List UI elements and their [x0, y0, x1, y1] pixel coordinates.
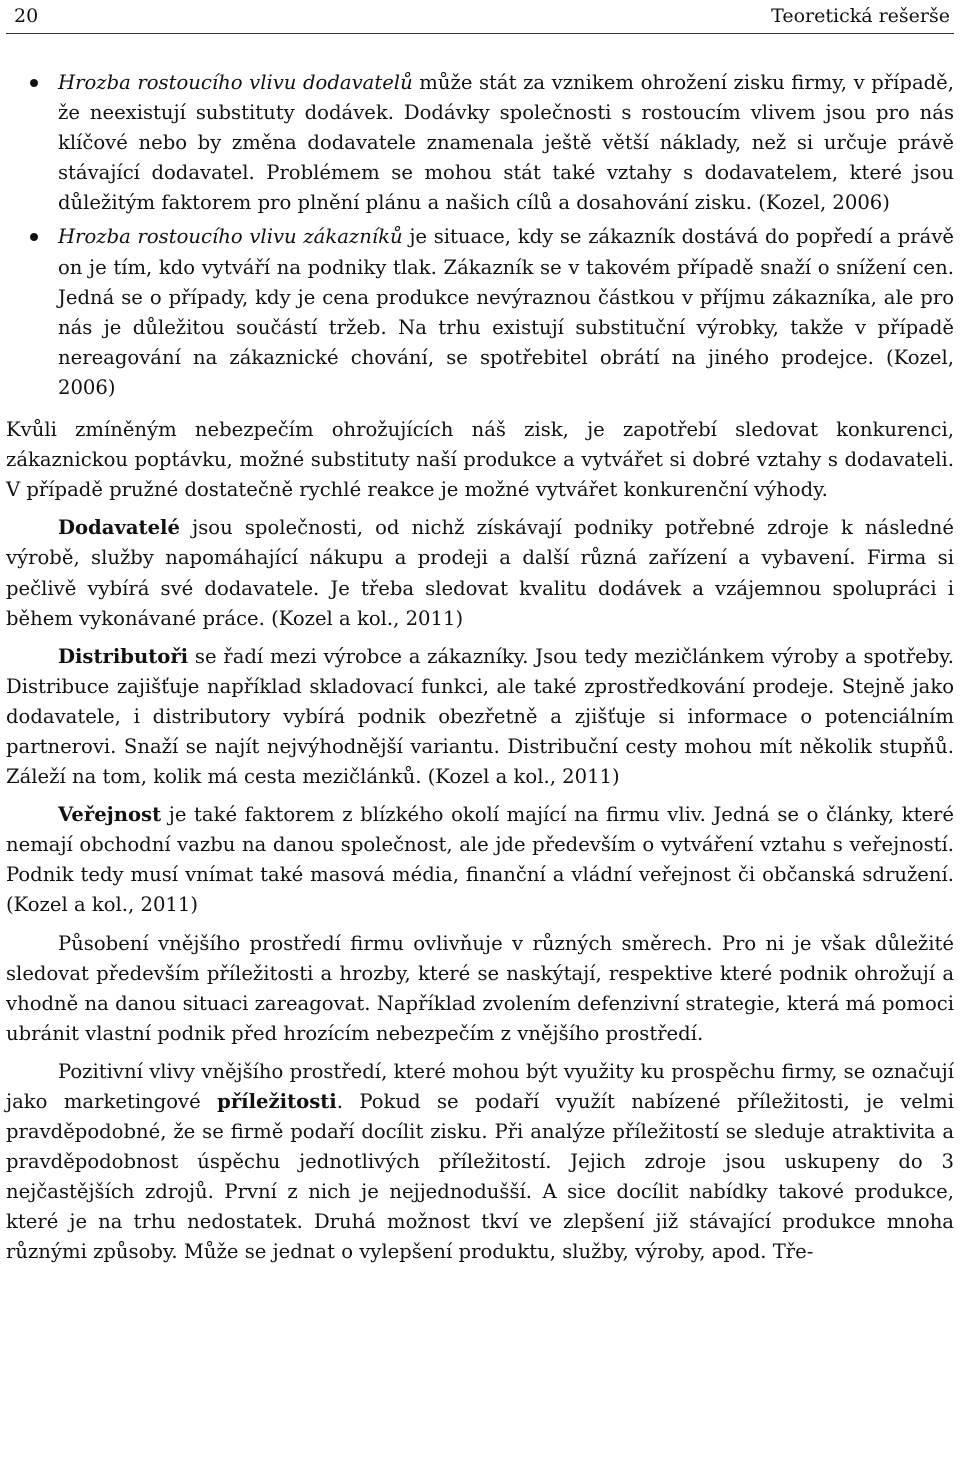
paragraph-distributors — [6, 642, 954, 792]
bullet-item-customers-threat — [6, 222, 954, 403]
paragraph-suppliers — [6, 513, 954, 633]
paragraph-text: Pozitivní vlivy vnějšího prostředí, které mohou být využity ku prospěchu firmy, se označují jako marketingové — [6, 1059, 954, 1113]
paragraph-opportunities — [6, 1057, 954, 1268]
bullet-term: Hrozba rostoucího vlivu zákazníků — [58, 225, 403, 249]
page-number: 20 — [14, 5, 39, 27]
paragraph-competition: Kvůli zmíněným nebezpečím ohrožujících náš zisk, je zapotřebí sledovat konkurenci, zákaznickou poptávku, možné substituty naší produkce a vytvářet si dobré vztahy s dodavateli. V případě pružné dostatečně rychlé reakce je možné vytvářet konkurenční výhody. — [6, 418, 954, 502]
running-title: Teoretická rešerše — [771, 5, 950, 27]
paragraph-text: . Pokud se podaří využít nabízené příležitosti, je velmi pravděpodobné, že se firmě podaří docílit zisku. Při analýze příležitostí se sleduje atraktivita a pravděpodobnost úspěchu jednotlivých příležitostí. Jejich zdroje jsou uskupeny do 3 nejčastějších zdrojů. První z nich je nejjednodušší. A sice docílit nabídky takové produkce, které je na trhu nedostatek. Druhá možnost tkví ve zlepšení již stávající produkce mnoha různými způsoby. Může se jednat o vylepšení produktu, služby, výroby, apod. Tře- — [6, 1090, 954, 1264]
paragraph-public — [6, 800, 954, 920]
paragraph-text: je také faktorem z blízkého okolí mající na firmu vliv. Jedná se o články, které nemají obchodní vazbu na danou společnost, ale jde především o vytváření vztahu s veřejností. Podnik tedy musí vnímat také masová média, finanční a vládní veřejnost či občanská sdružení. (Kozel a kol., 2011) — [6, 803, 954, 917]
bullet-list — [6, 68, 954, 403]
bullet-text: může stát za vznikem ohrožení zisku firmy, v případě, že neexistují substituty dodávek. Dodávky společnosti s rostoucím vlivem jsou pro nás klíčové nebo by změna dodavatele znamenala ještě větší náklady, než si určuje právě stávající dodavatel. Problémem se mohou stát také vztahy s dodavatelem, které jsou důležitým faktorem pro plnění plánu a našich cílů a dosahování zisku. (Kozel, 2006) — [58, 71, 955, 215]
term-opportunities: příležitosti — [217, 1090, 337, 1113]
page-header — [6, 0, 954, 34]
bullet-text: je situace, kdy se zákazník dostává do popředí a právě on je tím, kdo vytváří na podniky tlak. Zákazník se v takovém případě snaží o snížení cen. Jedná se o případy, kdy je cena produkce nevýraznou částkou v příjmu zákazníka, ale pro nás je důležitou součástí tržeb. Na trhu existují substituční výrobky, takže v případě nereagování na zákaznické chování, se spotřebitel obrátí na jiného prodejce. (Kozel, 2006) — [58, 225, 955, 399]
term-suppliers: Dodavatelé — [58, 516, 180, 540]
paragraph-external-environment: Působení vnějšího prostředí firmu ovlivňuje v různých směrech. Pro ni je však důležité sledovat především příležitosti a hrozby, které se naskýtají, respektive které podnik ohrožují a vhodně na danou situaci zareagovat. Například zvolením defenzivní strategie, která má pomoci ubránit vlastní podnik před hrozícím nebezpečím z vnějšího prostředí. — [6, 931, 954, 1045]
bullet-icon — [30, 233, 38, 241]
bullet-icon — [30, 79, 38, 87]
paragraph-text: se řadí mezi výrobce a zákazníky. Jsou tedy mezičlánkem výroby a spotřeby. Distribuce zajišťuje například skladovací funkci, ale také zprostředkování prodeje. Stejně jako dodavatele, i distributory vybírá podnik obezřetně a zjišťuje si informace o potenciálním partnerovi. Snaží se najít nejvýhodnější variantu. Distribuční cesty mohou mít několik stupňů. Záleží na tom, kolik má cesta mezičlánků. (Kozel a kol., 2011) — [6, 644, 954, 789]
term-distributors: Distributoři — [58, 644, 189, 668]
paragraph-text: jsou společnosti, od nichž získávají podniky potřebné zdroje k následné výrobě, služby napomáhající nákupu a prodeji a další různá zařízení a vybavení. Firma si pečlivě vybírá své dodavatele. Je třeba sledovat kvalitu dodávek a vzájemnou spolupráci i během vykonávané práce. (Kozel a kol., 2011) — [6, 516, 954, 630]
bullet-term: Hrozba rostoucího vlivu dodavatelů — [58, 71, 413, 94]
bullet-item-suppliers-threat — [6, 68, 954, 218]
body-text — [6, 68, 954, 1268]
term-public: Veřejnost — [58, 803, 162, 827]
